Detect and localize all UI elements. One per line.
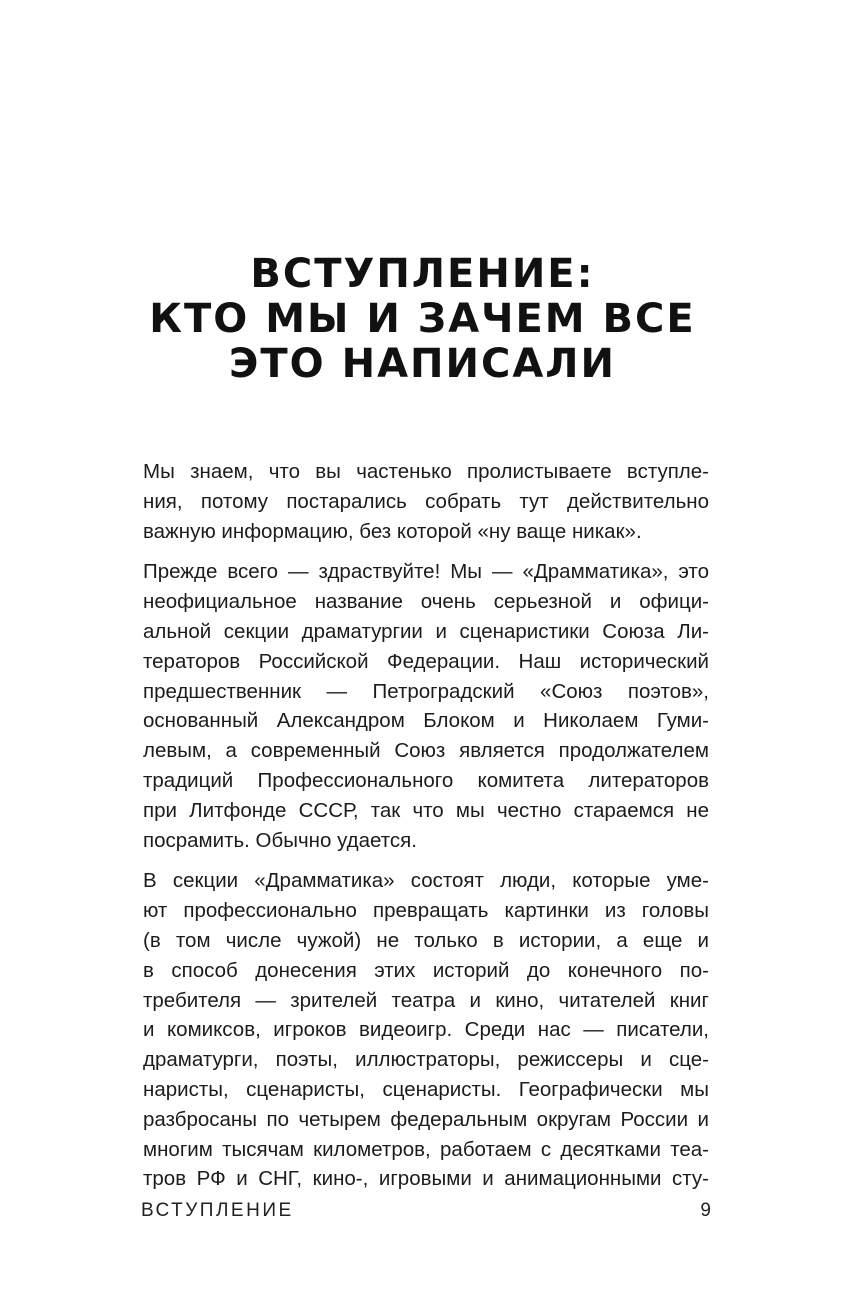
text-line: Прежде всего — здраствуйте! Мы — «Драмматика», это — [143, 560, 709, 584]
paragraph-2 — [143, 557, 709, 855]
text-line: тераторов Российской Федерации. Наш исторический — [143, 649, 709, 673]
title-line: ВСТУПЛЕНИЕ: — [250, 251, 595, 297]
page-number: 9 — [700, 1200, 711, 1221]
text-line: альной секции драматургии и сценаристики Союза Ли- — [143, 619, 709, 643]
title-line: КТО МЫ И ЗАЧЕМ ВСЕ — [149, 296, 696, 342]
body-text — [143, 457, 709, 1205]
text-line: Мы знаем, что вы частенько пролистываете вступле- — [143, 460, 709, 483]
text-line: левым, а современный Союз является продолжателем — [143, 739, 709, 763]
text-line: традиций Профессионального комитета литераторов — [143, 768, 709, 792]
page-title — [0, 252, 845, 387]
text-line: посрамить. Обычно удается. — [143, 828, 417, 852]
text-line: разбросаны по четырем федеральным округам России и — [143, 1107, 709, 1131]
text-line: ния, потому постарались собрать тут действительно — [143, 489, 709, 513]
text-line: (в том числе чужой) не только в истории, а еще и — [143, 928, 709, 952]
paragraph-3 — [143, 866, 709, 1194]
text-line: драматурги, поэты, иллюстраторы, режиссеры и сце- — [143, 1048, 709, 1072]
text-line: в способ донесения этих историй до конечного по- — [143, 958, 709, 982]
running-footer: ВСТУПЛЕНИЕ — [141, 1200, 294, 1221]
text-line: наристы, сценаристы, сценаристы. Географически мы — [143, 1077, 709, 1101]
text-line: при Литфонде СССР, так что мы честно стараемся не — [143, 798, 709, 822]
title-line: ЭТО НАПИСАЛИ — [229, 341, 616, 387]
text-line: основанный Александром Блоком и Николаем Гуми- — [143, 709, 709, 733]
text-line: ют профессионально превращать картинки из головы — [143, 899, 709, 923]
text-line: и комиксов, игроков видеоигр. Среди нас — писатели, — [143, 1018, 709, 1042]
text-line: тров РФ и СНГ, кино-, игровыми и анимационными сту- — [143, 1167, 709, 1191]
text-line: В секции «Драмматика» состоят люди, которые уме- — [143, 869, 709, 893]
text-line: предшественник — Петроградский «Союз поэтов», — [143, 679, 709, 703]
text-line: многим тысячам километров, работаем с десятками теа- — [143, 1137, 709, 1161]
text-line: важную информацию, без которой «ну ваще никак». — [143, 519, 642, 543]
paragraph-1 — [143, 457, 709, 546]
text-line: неофициальное название очень серьезной и офици- — [143, 590, 709, 614]
text-line: требителя — зрителей театра и кино, читателей книг — [143, 988, 709, 1012]
